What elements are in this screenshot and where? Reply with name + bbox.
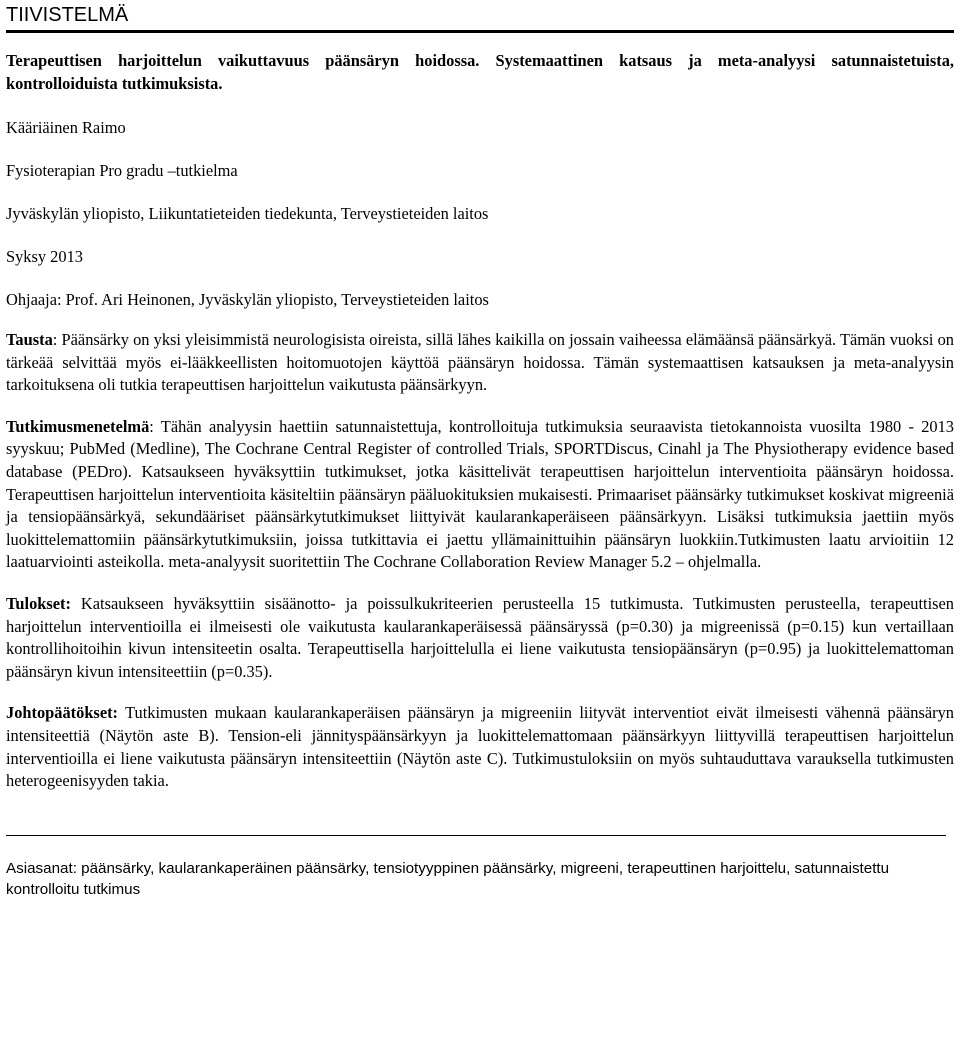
conclusions-paragraph (6, 702, 954, 792)
methods-label: Tutkimusmenetelmä (6, 416, 150, 436)
keywords-divider (6, 835, 946, 836)
background-text: : Päänsärky on yksi yleisimmistä neurologisista oireista, sillä lähes kaikilla on jossain vaiheessa elämäänsä päänsärkyä. Tämän vuoksi on tärkeää selvittää myös ei-lääkkeellisten hoitomuotojen käyttöä päänsäryn hoidossa. Tämän systemaattisen katsauksen ja meta-analyysin tarkoituksena oli tutkia terapeuttisen harjoittelun vaikutusta päänsärkyyn. (6, 330, 954, 395)
background-paragraph (6, 329, 954, 397)
supervisor: Ohjaaja: Prof. Ari Heinonen, Jyväskylän yliopisto, Terveystieteiden laitos (6, 290, 489, 309)
background-label: Tausta (6, 330, 53, 349)
results-paragraph (6, 593, 954, 683)
conclusions-text: Tutkimusten mukaan kaularankaperäisen päänsäryn ja migreeniin liityvät interventiot eivät ilmeisesti vähennä päänsäryn intensiteettiä (Näytön aste B). Tension-eli jännityspäänsärkyyn ja luokittelemattomaan päänsärkyyn liittyvillä terapeuttisen harjoittelun interventioilla ei liene vaikutusta päänsäryn intensiteettiin (Näytön aste C). Tutkimustuloksiin on myös suhtauduttava varauksella tutkimusten heterogeenisyyden takia. (6, 703, 954, 791)
methods-paragraph (6, 416, 954, 574)
results-text: Katsaukseen hyväksyttiin sisäänotto- ja poissulkukriteerien perusteella 15 tutkimusta. Tutkimusten perusteella, terapeuttisen harjoittelun interventioilla ei ilmeisesti ole vaikutusta kaularankaperäisessä päänsäryssä (p=0.30) ja migreenissä (p=0.15) kun vertaillaan kontrollihoitoihin kivun intensiteetin osalta. Terapeuttisella harjoittelulla ei liene vaikutusta tensiopäänsäryn (p=0.95) ja luokittelemattoman päänsäryn kivun intensiteettiin (p=0.35). (6, 593, 954, 681)
methods-text: : Tähän analyysin haettiin satunnaistettuja, kontrolloituja tutkimuksia seuraavista tietokannoista vuosilta 1980 - 2013 syyskuu; PubMed (Medline), The Cochrane Central Register of controlled Trials, SPORTDiscus, Cinahl ja The Physiotherapy evidence based database (PEDro). Katsaukseen hyväksyttiin tutkimukset, jotka käsittelivät terapeuttisen harjoittelun interventioita päänsäryn hoidossa. Terapeuttisen harjoittelun interventioita käsiteltiin päänsäryn pääluokituksien mukaisesti. Primaariset päänsärky tutkimukset koskivat migreeniä ja tensiopäänsärkyä, sekundääriset päänsärkytutkimukset liittyivät kaularankaperäiseen päänsärkyyn. Lisäksi tutkimuksia jaettiin myös luokittelemattomiin päänsärkytutkimuksiin, joissa tutkittavia ei jaettu yllämainittuihin päänsäryn luokkiin.Tutkimusten laatu arvioitiin 12 laatuarviointi asteikolla. meta-analyysit suoritettiin The Cochrane Collaboration Review Manager 5.2 – ohjelmalla. (6, 416, 954, 572)
author-name: Kääriäinen Raimo (6, 118, 126, 137)
abstract-page (6, 0, 954, 900)
keywords: Asiasanat: päänsärky, kaularankaperäinen päänsärky, tensiotyyppinen päänsärky, migreeni, terapeuttinen harjoittelu, satunnaistettu kontrolloitu tutkimus (6, 859, 890, 898)
page-heading: TIIVISTELMÄ (6, 4, 129, 26)
thesis-title: Terapeuttisen harjoittelun vaikuttavuus päänsäryn hoidossa. Systemaattinen katsaus ja meta-analyysi satunnaistetuista, kontrolloiduista tutkimuksista. (6, 51, 954, 93)
institution: Jyväskylän yliopisto, Liikuntatieteiden tiedekunta, Terveystieteiden laitos (6, 204, 489, 223)
conclusions-label: Johtopäätökset: (6, 703, 119, 723)
thesis-date: Syksy 2013 (6, 247, 83, 266)
thesis-type: Fysioterapian Pro gradu –tutkielma (6, 161, 238, 180)
results-label: Tulokset: (6, 593, 71, 613)
heading-divider (6, 30, 954, 33)
